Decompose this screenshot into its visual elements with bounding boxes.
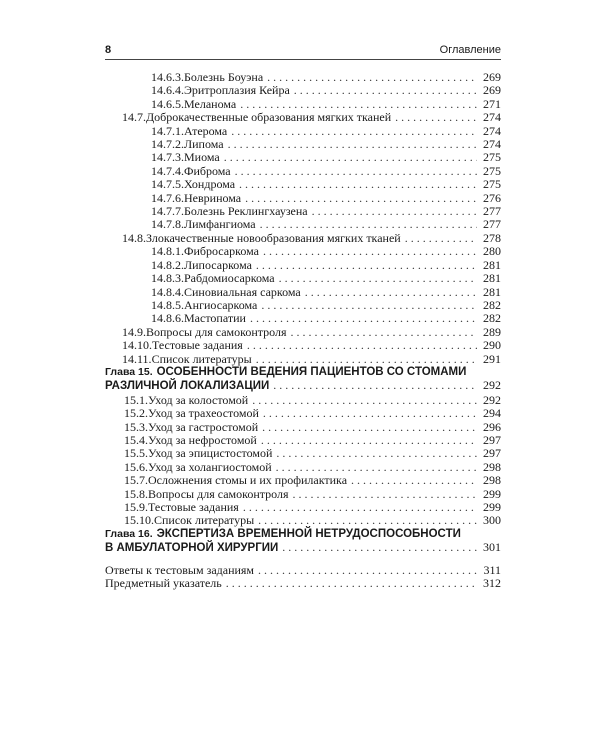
page-number: 8: [105, 44, 112, 56]
running-section-title: Оглавление: [439, 44, 501, 56]
toc-entry: 15.9. Тестовые задания . . . 299: [105, 501, 501, 514]
toc-entry: 14.6.4. Эритроплазия Кейра . . . 269: [105, 84, 501, 97]
running-header: [105, 44, 501, 58]
toc-entry: 14.8.2. Липосаркома . . . 281: [105, 259, 501, 272]
toc-entry-answers: Ответы к тестовым заданиям . . . 311: [105, 564, 501, 577]
chapter-label: Глава 16.: [105, 527, 153, 540]
toc-entry: 14.8.4. Синовиальная саркома . . . 281: [105, 286, 501, 299]
toc-entry: 14.7.6. Невринома . . . 276: [105, 192, 501, 205]
toc-entry: 15.8. Вопросы для самоконтроля . . . 299: [105, 488, 501, 501]
toc-entry: 14.6.3. Болезнь Боуэна . . . 269: [105, 71, 501, 84]
chapter-title: ОСОБЕННОСТИ ВЕДЕНИЯ ПАЦИЕНТОВ СО СТОМАМИ: [156, 365, 467, 378]
chapter-15-heading: [105, 366, 501, 379]
toc-entry: 15.7. Осложнения стомы и их профилактика . . . 298: [105, 474, 501, 487]
toc-entry: 15.10. Список литературы . . . 300: [105, 514, 501, 527]
chapter-16-heading: [105, 528, 501, 541]
toc-entry: 14.7.3. Миома . . . 275: [105, 151, 501, 164]
toc-entry: 15.2. Уход за трахеостомой . . . 294: [105, 407, 501, 420]
chapter-15-heading-cont: РАЗЛИЧНОЙ ЛОКАЛИЗАЦИИ . . . 292: [105, 379, 501, 393]
header-rule: [105, 59, 501, 60]
table-of-contents: [105, 71, 501, 590]
chapter-title: ЭКСПЕРТИЗА ВРЕМЕННОЙ НЕТРУДОСПОСОБНОСТИ: [156, 527, 461, 540]
toc-entry: 14.7. Доброкачественные образования мягких тканей . . . 274: [105, 111, 501, 124]
toc-entry: 14.11. Список литературы . . . 291: [105, 353, 501, 366]
toc-entry: 14.8.5. Ангиосаркома . . . 282: [105, 299, 501, 312]
toc-entry: 14.8.3. Рабдомиосаркома . . . 281: [105, 272, 501, 285]
toc-entry: 14.9. Вопросы для самоконтроля . . . 289: [105, 326, 501, 339]
toc-entry: 14.7.8. Лимфангиома . . . 277: [105, 218, 501, 231]
toc-entry: 14.7.1. Атерома . . . 274: [105, 125, 501, 138]
toc-entry: 15.4. Уход за нефростомой . . . 297: [105, 434, 501, 447]
toc-entry: 14.6.5. Меланома . . . 271: [105, 98, 501, 111]
toc-entry: 14.8.1. Фибросаркома . . . 280: [105, 245, 501, 258]
toc-entry: 15.1. Уход за колостомой . . . 292: [105, 394, 501, 407]
toc-entry-index: Предметный указатель . . . 312: [105, 577, 501, 590]
toc-entry: 15.3. Уход за гастростомой . . . 296: [105, 421, 501, 434]
toc-entry: 14.7.5. Хондрома . . . 275: [105, 178, 501, 191]
toc-entry: 15.6. Уход за холангиостомой . . . 298: [105, 461, 501, 474]
toc-entry: 14.8.6. Мастопатии . . . 282: [105, 312, 501, 325]
toc-entry: 14.7.2. Липома . . . 274: [105, 138, 501, 151]
toc-entry: 14.7.7. Болезнь Реклингхаузена . . . 277: [105, 205, 501, 218]
toc-entry: 15.5. Уход за эпицистостомой . . . 297: [105, 447, 501, 460]
toc-entry: 14.8. Злокачественные новообразования мягких тканей . . . 278: [105, 232, 501, 245]
chapter-16-heading-cont: В АМБУЛАТОРНОЙ ХИРУРГИИ . . . 301: [105, 541, 501, 555]
chapter-label: Глава 15.: [105, 365, 153, 378]
toc-entry: 14.7.4. Фиброма . . . 275: [105, 165, 501, 178]
toc-entry: 14.10. Тестовые задания . . . 290: [105, 339, 501, 352]
